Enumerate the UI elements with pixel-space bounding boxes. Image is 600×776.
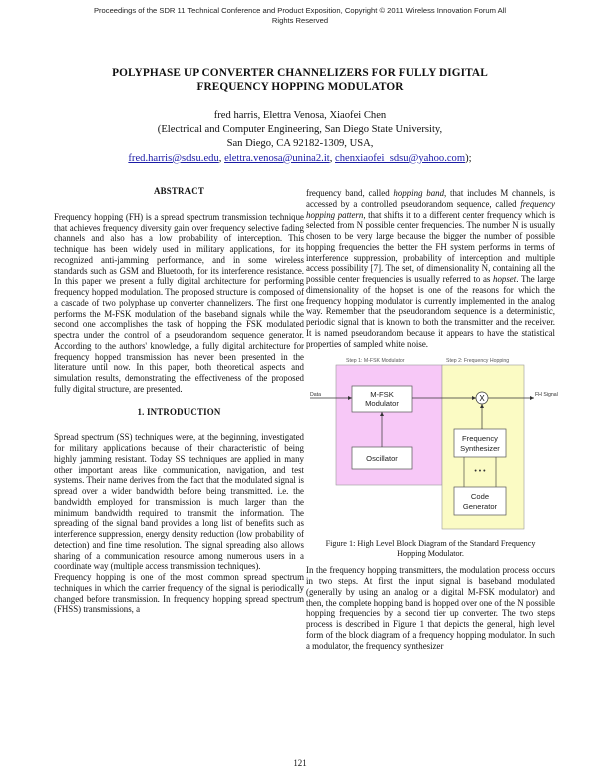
- email-separator: ,: [218, 152, 225, 164]
- abstract-heading: ABSTRACT: [154, 186, 204, 196]
- text-run: frequency band, called: [306, 188, 394, 198]
- figure-caption: Figure 1: High Level Block Diagram of the Standard Frequency Hopping Modulator.: [325, 539, 536, 559]
- email-separator: ,: [329, 152, 336, 164]
- title-line-1: POLYPHASE UP CONVERTER CHANNELIZERS FOR FULLY DIGITAL: [112, 67, 488, 79]
- abstract-text: Frequency hopping (FH) is a spread spectrum transmission technique that achieves frequency diversity gain over frequency selective fading channels and also has a low probability of interception. This technique has been widely used in military applications, for its recognized anti-jamming performance, and in some wireless standards such as GSM and Bluetooth, for its interference resistance. In this paper we present a fully digital architecture for performing frequency hopped modulation. The proposed structure is composed of a cascade of two polyphase up converter channelizers. The first one performs the M-FSK modulation of the baseband signals while the second one accomplishes the task of hopping the FSK modulated spectra under the control of a pseudorandom sequence generator. According to the authors' knowledge, a fully digital architecture for frequency hopped transmission has never been presented in the literature until now. In this paper, both theoretical aspects and simulation results, demonstrating the effectiveness of the proposed fully digital structure, are presented.: [54, 211, 304, 394]
- figure-1: [306, 353, 558, 565]
- figure-caption-wrap: [306, 537, 555, 559]
- author-address: San Diego, CA 92182-1309, USA,: [226, 138, 374, 150]
- text-run: , that includes M channels, is accessed by a controlled pseudorandom sequence, called: [306, 188, 556, 209]
- mfsk-line-1: M-FSK: [370, 390, 394, 400]
- email-tail: );: [465, 152, 472, 164]
- block-diagram: [306, 353, 558, 533]
- input-label: Data: [310, 392, 321, 399]
- spacer: [54, 395, 304, 407]
- text-run: . The large dimensionality of the hopset is one of the reasons for which the frequency hopping modulator is currently implemented in the analog way. Remember that the pseudorandom sequence is a deterministic, periodic signal that is known to both the transmitter and the receiver. It is named pseudorandom because it appears to have the statistical properties of sampled white noise.: [306, 274, 555, 349]
- term-hopset: hopset: [493, 274, 517, 284]
- header-line-1: Proceedings of the SDR 11 Technical Conference and Product Exposition, Copyright © 2011 Wireless Innovation Forum All: [93, 6, 507, 15]
- bus-dots: • • •: [474, 468, 486, 476]
- author-emails: [60, 152, 540, 166]
- term-hopping-pattern: frequency hopping pattern: [306, 198, 555, 220]
- intro-paragraph-1: Spread spectrum (SS) techniques were, at the beginning, investigated for military applications because of their characteristic of being highly jamming resistant. Today SS techniques are applied in many other important areas like communication, navigation, and test systems. Their name derives from the fact that the modulated signal is spread over a wider bandwidth before being transmitted. i.e. the bandwidth employed for transmission is much larger than the minimum bandwidth required to transmit the information. The spreading of the signal band provides a long list of benefits such as interference suppression, energy density reduction (low probability of detection) and fine time resolution. The signal spreading also allows sharing of a communication resource among numerous users in a coordinate way (multiple access transmission techniques).: [54, 432, 304, 572]
- conference-header: [60, 6, 540, 25]
- oscillator-label: Oscillator: [366, 454, 398, 464]
- header-line-2: Rights Reserved: [271, 15, 329, 25]
- text-run: , that shifts it to a different center frequency which is selected from N possible center frequencies. The number N is usually chosen to be very large because the bigger the number of possible hopping frequencies the better the FH system performs in terms of interference suppression, probability of interception and multiple access possibility [7]. The set, of dimensionality N, containing all the possible center frequencies is usually referred to as: [306, 209, 555, 284]
- intro-paragraph-2: Frequency hopping is one of the most common spread spectrum techniques in which the carrier frequency of the signal is periodically changed before transmission. In frequency hopping spread spectrum (FHSS) transmissions, a: [54, 572, 304, 615]
- left-column: [54, 186, 304, 615]
- paper-title: [60, 66, 540, 94]
- email-link-venosa[interactable]: elettra.venosa@unina2.it: [224, 152, 330, 164]
- author-names: fred harris, Elettra Venosa, Xiaofei Chen: [213, 110, 387, 121]
- mixer-symbol: X: [479, 394, 485, 404]
- step2-label: Step 2: Frequency Hopping: [446, 358, 510, 365]
- title-line-2: FREQUENCY HOPPING MODULATOR: [196, 81, 404, 93]
- step1-label: Step 1: M-FSK Modulator: [346, 358, 405, 365]
- mfsk-line-2: Modulator: [365, 399, 399, 409]
- author-affiliation: (Electrical and Computer Engineering, San Diego State University,: [157, 124, 443, 136]
- email-link-harris[interactable]: fred.harris@sdsu.edu: [128, 152, 219, 164]
- right-paragraph-1: [306, 188, 555, 349]
- code-line-2: Generator: [462, 502, 498, 512]
- right-paragraph-2: In the frequency hopping transmitters, the modulation process occurs in two steps. At first the input signal is baseband modulated (generally by using an analog or a digital M-FSK modulator) and then, the complete hopping band is hopped over one of the N possible hopping frequencies by a second tier up converter. The two steps process is described in Figure 1 that depicts the general, high level form of the block diagram of a frequency hopping modulator. In such a modulator, the frequency synthesizer: [306, 565, 555, 651]
- code-line-1: Code: [470, 492, 490, 502]
- author-block: [60, 109, 540, 166]
- synth-line-2: Synthesizer: [460, 444, 500, 454]
- email-link-chen[interactable]: chenxiaofei_sdsu@yahoo.com: [335, 152, 466, 164]
- synth-line-1: Frequency: [462, 434, 498, 444]
- output-arrow-icon: [530, 396, 534, 400]
- page-number: 121: [293, 758, 307, 768]
- introduction-heading: 1. INTRODUCTION: [137, 406, 221, 417]
- output-label: FH Signal: [535, 392, 558, 399]
- term-hopping-band: hopping band: [393, 188, 445, 198]
- right-column: [306, 188, 558, 651]
